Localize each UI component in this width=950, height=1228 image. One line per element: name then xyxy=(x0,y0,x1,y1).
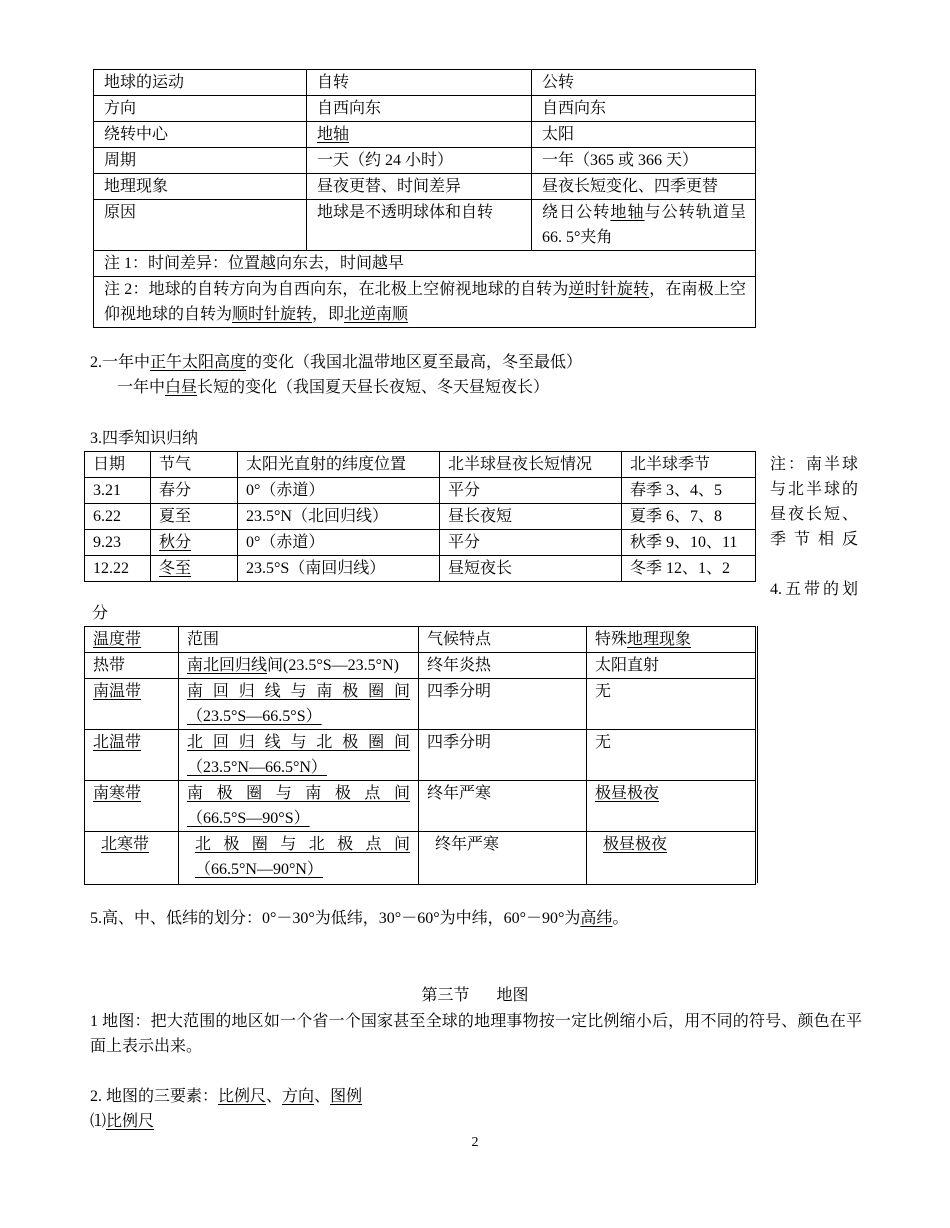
day-length-cell: 平分 xyxy=(440,478,622,504)
row-label: 原因 xyxy=(94,200,307,251)
date-cell: 12.22 xyxy=(85,556,151,582)
text-segment: 绕日公转 xyxy=(542,204,611,221)
underlined-term: 北寒带 xyxy=(101,836,150,853)
text-segment: 5.高、中、低纬的划分：0°－30°为低纬，30°－60°为中纬，60°－90°为 xyxy=(90,910,581,927)
rotation-cell: 一天（约 24 小时） xyxy=(307,148,532,174)
climate-cell: 终年严寒 xyxy=(419,832,587,885)
revolution-cell xyxy=(532,200,756,251)
range-boundaries: 北回归线与北极圈间 xyxy=(187,734,410,751)
underlined-term: 南寒带 xyxy=(93,785,142,802)
text-segment: 、 xyxy=(314,1088,331,1105)
table-row-note1 xyxy=(94,251,756,277)
text-segment: 一年中 xyxy=(117,379,166,396)
table-header-row xyxy=(85,627,756,653)
day-length-cell: 昼长夜短 xyxy=(440,504,622,530)
scale-subheading xyxy=(90,1109,154,1134)
underlined-term: 秋分 xyxy=(159,534,192,551)
section-number: 第三节 xyxy=(421,987,470,1004)
table-edge-line xyxy=(757,626,758,883)
item3-title: 3.四季知识归纳 xyxy=(90,430,199,447)
underlined-term: 方向 xyxy=(282,1088,315,1105)
climate-cell: 终年严寒 xyxy=(419,781,587,832)
table-row xyxy=(85,478,756,504)
table-header-row xyxy=(94,70,756,96)
climate-cell: 终年炎热 xyxy=(419,653,587,679)
table-header-row xyxy=(85,452,756,478)
item2-line1 xyxy=(90,350,582,375)
text-segment: 的变化（我国北温带地区夏至最高，冬至最低） xyxy=(246,354,583,371)
earth-motion-table xyxy=(93,69,756,328)
latitude-cell: 0°（赤道） xyxy=(238,530,440,556)
underlined-term: 南温带 xyxy=(93,683,142,700)
side-note-line: 与北半球的 xyxy=(770,481,858,498)
solar-term-cell: 春分 xyxy=(151,478,238,504)
revolution-cell: 昼夜长短变化、四季更替 xyxy=(532,174,756,200)
underlined-term: 冬至 xyxy=(159,560,192,577)
range-latitudes: （66.5°S—90°S） xyxy=(187,810,310,827)
list-marker: ⑴ xyxy=(90,1113,107,1130)
climate-cell: 四季分明 xyxy=(419,730,587,781)
phenomenon-cell: 无 xyxy=(587,679,756,730)
underlined-term: 南北回归线 xyxy=(187,657,268,674)
zone-cell xyxy=(85,781,179,832)
underlined-term: 温度带 xyxy=(93,631,142,648)
side-note-line: 注：南半球 xyxy=(770,456,858,473)
table-row-cause xyxy=(94,200,756,251)
underlined-term: 地理现象 xyxy=(627,631,692,648)
rotation-cell: 地球是不透明球体和自转 xyxy=(307,200,532,251)
rotation-cell: 昼夜更替、时间差异 xyxy=(307,174,532,200)
table-row-south-frigid xyxy=(85,781,756,832)
underlined-term: 地轴 xyxy=(610,204,645,221)
range-cell xyxy=(179,653,419,679)
text-segment: 间(23.5°S—23.5°N) xyxy=(267,657,399,674)
text-segment: 2.一年中 xyxy=(90,354,151,371)
season-cell: 秋季 9、10、11 xyxy=(622,530,756,556)
range-cell xyxy=(179,679,419,730)
section-heading xyxy=(0,983,950,1008)
table-row-period xyxy=(94,148,756,174)
phenomenon-cell: 无 xyxy=(587,730,756,781)
underlined-term: 白昼 xyxy=(165,379,198,396)
rotation-cell: 自西向东 xyxy=(307,96,532,122)
row-label: 周期 xyxy=(94,148,307,174)
date-cell: 6.22 xyxy=(85,504,151,530)
latitude-cell: 23.5°S（南回归线） xyxy=(238,556,440,582)
underlined-term: 北逆南顺 xyxy=(344,306,409,323)
date-cell: 3.21 xyxy=(85,478,151,504)
row-label: 地理现象 xyxy=(94,174,307,200)
header-cell-motion: 地球的运动 xyxy=(94,70,307,96)
solar-term-cell: 夏至 xyxy=(151,504,238,530)
table-row xyxy=(85,530,756,556)
phenomenon-cell: 太阳直射 xyxy=(587,653,756,679)
revolution-cell: 太阳 xyxy=(532,122,756,148)
phenomenon-cell xyxy=(587,781,756,832)
range-latitudes: （23.5°N—66.5°N） xyxy=(187,759,327,776)
underlined-term: 逆时针旋转 xyxy=(568,281,650,298)
map-definition-paragraph: 1 地图：把大范围的地区如一个省一个国家甚至全球的地理事物按一定比例缩小后，用不同的符号、颜色在平面上表示出来。 xyxy=(90,1013,862,1055)
header-cell-season: 北半球季节 xyxy=(622,452,756,478)
underlined-term: 图例 xyxy=(330,1088,363,1105)
header-cell-range: 范围 xyxy=(179,627,419,653)
day-length-cell: 昼短夜长 xyxy=(440,556,622,582)
range-latitudes: （23.5°S—66.5°S） xyxy=(187,708,322,725)
header-cell-day-length: 北半球昼夜长短情况 xyxy=(440,452,622,478)
table-row-note2 xyxy=(94,277,756,328)
text-segment: 与公转轨道呈66. 5°夹角 xyxy=(542,204,746,246)
range-boundaries: 北极圈与北极点间 xyxy=(195,836,410,853)
zone-cell xyxy=(85,832,179,885)
text-segment: 注 2：地球的自转方向为自西向东，在北极上空俯视地球的自转为 xyxy=(104,281,569,298)
underlined-term: 顺时针旋转 xyxy=(232,306,313,323)
solar-term-cell xyxy=(151,530,238,556)
text-segment: 、 xyxy=(266,1088,283,1105)
map-elements-line xyxy=(90,1084,362,1109)
table-row-direction xyxy=(94,96,756,122)
zone-cell xyxy=(85,730,179,781)
side-note-line: 昼夜长短、 xyxy=(770,506,858,523)
table-row-south-temperate xyxy=(85,679,756,730)
text-segment: ，即 xyxy=(312,306,345,323)
header-cell-climate: 气候特点 xyxy=(419,627,587,653)
underlined-term: 北温带 xyxy=(93,734,142,751)
row-label: 绕转中心 xyxy=(94,122,307,148)
underlined-term: 比例尺 xyxy=(218,1088,267,1105)
item4-title-part1: 4.五带的划 xyxy=(770,581,858,598)
season-cell: 夏季 6、7、8 xyxy=(622,504,756,530)
underlined-term: 比例尺 xyxy=(106,1113,155,1130)
range-cell xyxy=(179,832,419,885)
table-row-north-temperate xyxy=(85,730,756,781)
range-boundaries: 南极圈与南极点间 xyxy=(187,785,410,802)
page-number: 2 xyxy=(471,1135,479,1150)
text-segment: 长短的变化（我国夏天昼长夜短、冬天昼短夜长） xyxy=(197,379,550,396)
seasons-table xyxy=(84,451,756,582)
revolution-cell: 一年（365 或 366 天） xyxy=(532,148,756,174)
day-length-cell: 平分 xyxy=(440,530,622,556)
underlined-term: 极昼极夜 xyxy=(595,785,660,802)
latitude-cell: 0°（赤道） xyxy=(238,478,440,504)
climate-cell: 四季分明 xyxy=(419,679,587,730)
text-segment: 。 xyxy=(612,910,629,927)
rotation-cell xyxy=(307,122,532,148)
text-segment: 2. 地图的三要素： xyxy=(90,1088,219,1105)
table-row-center xyxy=(94,122,756,148)
text-segment: ，在南极上空仰视地球的自转为 xyxy=(104,281,746,323)
header-cell-solar-term: 节气 xyxy=(151,452,238,478)
table-row-phenomena xyxy=(94,174,756,200)
header-cell-rotation: 自转 xyxy=(307,70,532,96)
side-note xyxy=(770,452,858,552)
underlined-term: 正午太阳高度 xyxy=(150,354,247,371)
section-title: 地图 xyxy=(496,987,529,1004)
note-2 xyxy=(94,277,756,328)
range-cell xyxy=(179,781,419,832)
zone-cell xyxy=(85,679,179,730)
header-cell-zone xyxy=(85,627,179,653)
header-cell-revolution: 公转 xyxy=(532,70,756,96)
table-row xyxy=(85,504,756,530)
temperature-zones-table xyxy=(84,626,756,885)
range-cell xyxy=(179,730,419,781)
underlined-term: 高纬 xyxy=(580,910,613,927)
note-1: 注 1：时间差异：位置越向东去，时间越早 xyxy=(94,251,756,277)
range-boundaries: 南回归线与南极圈间 xyxy=(187,683,410,700)
header-cell-date: 日期 xyxy=(85,452,151,478)
season-cell: 春季 3、4、5 xyxy=(622,478,756,504)
underlined-term: 地轴 xyxy=(317,126,350,143)
phenomenon-cell xyxy=(587,832,756,885)
latitude-cell: 23.5°N（北回归线） xyxy=(238,504,440,530)
underlined-term: 极昼极夜 xyxy=(603,836,668,853)
table-row xyxy=(85,556,756,582)
zone-cell: 热带 xyxy=(85,653,179,679)
text-segment: 特殊 xyxy=(595,631,628,648)
item4-title-part2: 分 xyxy=(92,605,109,622)
header-cell-direct-latitude: 太阳光直射的纬度位置 xyxy=(238,452,440,478)
season-cell: 冬季 12、1、2 xyxy=(622,556,756,582)
item5-line xyxy=(90,906,628,931)
range-latitudes: （66.5°N—90°N） xyxy=(195,861,323,878)
revolution-cell: 自西向东 xyxy=(532,96,756,122)
item2-line2 xyxy=(117,375,549,400)
row-label: 方向 xyxy=(94,96,307,122)
solar-term-cell xyxy=(151,556,238,582)
table-row-tropical xyxy=(85,653,756,679)
side-note-line: 季节相反 xyxy=(770,531,858,548)
date-cell: 9.23 xyxy=(85,530,151,556)
header-cell-phenomenon xyxy=(587,627,756,653)
table-row-north-frigid xyxy=(85,832,756,885)
